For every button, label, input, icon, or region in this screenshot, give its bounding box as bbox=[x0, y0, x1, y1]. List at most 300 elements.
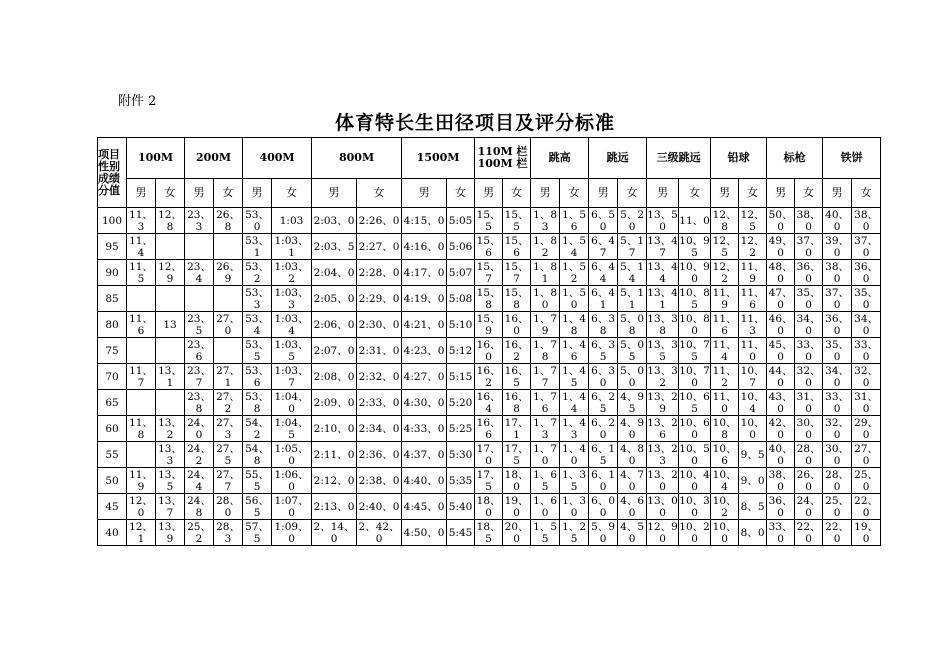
table-cell: 53、3 bbox=[243, 286, 272, 312]
table-cell: 4、60 bbox=[618, 494, 647, 520]
event-header: 三级跳远 bbox=[647, 138, 711, 179]
table-cell: 15、8 bbox=[475, 286, 503, 312]
corner-label-score: 分值 bbox=[98, 183, 120, 197]
table-cell: 10、60 bbox=[679, 416, 710, 441]
table-cell: 28、3 bbox=[214, 520, 243, 546]
table-cell: 1、54 bbox=[560, 234, 589, 260]
table-cell: 5:05 bbox=[447, 208, 475, 234]
table-cell: 24、4 bbox=[185, 468, 214, 494]
table-cell: 4:16、0 bbox=[402, 234, 447, 260]
table-cell: 1:05、0 bbox=[272, 442, 312, 468]
table-cell: 36、0 bbox=[767, 494, 795, 520]
table-cell: 34、0 bbox=[852, 312, 881, 338]
table-cell: 5、14 bbox=[618, 260, 647, 286]
table-cell: 12、8 bbox=[711, 208, 739, 234]
table-cell: 53、4 bbox=[243, 312, 272, 338]
gender-female-header: 女 bbox=[560, 179, 589, 208]
table-cell: 11、3 bbox=[739, 312, 767, 338]
table-cell: 4、50 bbox=[618, 520, 647, 546]
table-cell: 23、8 bbox=[185, 390, 214, 416]
gender-female-header: 女 bbox=[739, 179, 767, 208]
table-cell bbox=[127, 390, 156, 416]
table-cell: 4、90 bbox=[618, 416, 647, 442]
score-cell: 85 bbox=[98, 286, 127, 312]
table-cell: 53、0 bbox=[243, 208, 272, 234]
table-cell: 1:04、0 bbox=[272, 390, 312, 416]
table-cell: 10、0 bbox=[739, 416, 767, 442]
score-cell: 50 bbox=[98, 468, 127, 494]
table-cell: 53、2 bbox=[243, 260, 272, 286]
table-cell: 6、00 bbox=[589, 494, 618, 520]
table-cell: 4:50、0 bbox=[402, 520, 447, 546]
table-cell: 1、46 bbox=[560, 338, 589, 364]
gender-female-header: 女 bbox=[214, 179, 243, 208]
table-cell: 32、0 bbox=[795, 364, 823, 390]
table-cell: 5、00 bbox=[618, 364, 647, 390]
table-cell: 5:15 bbox=[447, 364, 475, 390]
table-cell: 33、0 bbox=[852, 338, 881, 364]
gender-male-header: 男 bbox=[589, 179, 618, 208]
table-cell: 1、60 bbox=[531, 494, 560, 520]
table-cell: 16、2 bbox=[503, 338, 531, 364]
table-cell: 11、4 bbox=[127, 234, 156, 260]
table-cell: 5、05 bbox=[618, 338, 647, 364]
table-cell: 13、5 bbox=[156, 468, 185, 494]
table-cell: 29、0 bbox=[852, 416, 881, 442]
table-cell: 27、0 bbox=[214, 312, 243, 338]
table-cell: 2:06、0 bbox=[312, 312, 357, 338]
table-cell: 37、0 bbox=[795, 234, 823, 260]
gender-male-header: 男 bbox=[402, 179, 447, 208]
table-cell: 22、0 bbox=[823, 520, 852, 546]
table-cell bbox=[214, 338, 243, 364]
table-cell: 32、0 bbox=[823, 416, 852, 442]
table-cell: 11、5 bbox=[127, 260, 156, 286]
table-row bbox=[98, 364, 881, 390]
table-cell: 11、0 bbox=[711, 390, 739, 416]
table-cell: 30、0 bbox=[795, 416, 823, 442]
table-cell: 17、5 bbox=[475, 468, 503, 494]
table-cell: 15、7 bbox=[475, 260, 503, 286]
table-cell: 1:03、5 bbox=[272, 338, 312, 364]
table-cell: 33、0 bbox=[823, 390, 852, 416]
score-cell: 75 bbox=[98, 338, 127, 364]
table-cell: 15、7 bbox=[503, 260, 531, 286]
table-cell: 1、81 bbox=[531, 260, 560, 286]
table-row bbox=[98, 260, 881, 286]
table-cell: 4:23、0 bbox=[402, 338, 447, 364]
table-cell: 45、0 bbox=[767, 338, 795, 364]
table-cell: 1、55 bbox=[531, 520, 560, 546]
table-cell: 17、1 bbox=[503, 416, 531, 442]
table-cell: 1:03、2 bbox=[272, 260, 312, 286]
table-cell: 10、6 bbox=[711, 442, 739, 468]
table-cell: 26、9 bbox=[214, 260, 243, 286]
table-cell: 46、0 bbox=[767, 312, 795, 338]
table-cell: 1、50 bbox=[560, 286, 589, 312]
score-cell: 100 bbox=[98, 208, 127, 234]
table-cell: 35、0 bbox=[823, 338, 852, 364]
table-cell: 4:27、0 bbox=[402, 364, 447, 390]
table-cell: 26、0 bbox=[795, 468, 823, 494]
event-header: 1500M bbox=[402, 138, 475, 179]
table-cell: 5:12 bbox=[447, 338, 475, 364]
table-cell: 11、6 bbox=[711, 312, 739, 338]
table-cell: 28、0 bbox=[214, 494, 243, 520]
table-cell: 35、0 bbox=[852, 286, 881, 312]
table-cell: 10、40 bbox=[679, 468, 710, 493]
table-cell: 4:15、0 bbox=[402, 208, 447, 234]
table-cell: 13、41 bbox=[647, 286, 678, 311]
table-cell: 24、2 bbox=[185, 442, 214, 468]
table-cell: 1:03、1 bbox=[272, 234, 312, 260]
table-cell: 5:25 bbox=[447, 416, 475, 442]
table-cell: 53、6 bbox=[243, 364, 272, 390]
table-cell: 48、0 bbox=[767, 260, 795, 286]
table-cell: 18、0 bbox=[503, 468, 531, 494]
table-cell: 19、0 bbox=[852, 520, 881, 546]
table-cell: 13、2 bbox=[156, 416, 185, 442]
table-cell: 27、2 bbox=[214, 390, 243, 416]
table-cell: 37、0 bbox=[852, 234, 881, 260]
score-cell: 60 bbox=[98, 416, 127, 442]
table-cell: 6、47 bbox=[589, 234, 618, 260]
table-cell: 49、0 bbox=[767, 234, 795, 260]
table-cell: 4:45、0 bbox=[402, 494, 447, 520]
table-cell: 1、70 bbox=[531, 442, 560, 468]
page-title: 体育特长生田径项目及评分标准 bbox=[334, 112, 615, 134]
gender-male-header: 男 bbox=[647, 179, 679, 208]
table-cell: 9、0 bbox=[739, 468, 767, 494]
table-row bbox=[98, 468, 881, 494]
table-cell: 39、0 bbox=[823, 234, 852, 260]
table-cell: 13、47 bbox=[647, 234, 678, 259]
table-cell: 27、0 bbox=[852, 442, 881, 468]
table-cell: 33、0 bbox=[795, 338, 823, 364]
table-cell: 11、0 bbox=[739, 338, 767, 364]
gender-female-header: 女 bbox=[503, 179, 531, 208]
table-cell: 16、0 bbox=[475, 338, 503, 364]
table-cell: 5:30 bbox=[447, 442, 475, 468]
table-cell: 2:13、0 bbox=[312, 494, 357, 520]
table-cell: 6、50 bbox=[589, 208, 618, 234]
table-cell: 16、5 bbox=[503, 364, 531, 390]
table-cell: 16、8 bbox=[503, 390, 531, 416]
table-cell: 1、25 bbox=[560, 520, 589, 546]
table-cell: 9、5 bbox=[739, 442, 767, 468]
event-header-line: 110M 栏 bbox=[477, 145, 528, 158]
table-cell: 11、0 bbox=[679, 208, 711, 234]
table-row bbox=[98, 442, 881, 468]
table-cell: 54、8 bbox=[243, 442, 272, 468]
table-cell: 11、6 bbox=[739, 286, 767, 312]
table-cell: 6、41 bbox=[589, 286, 618, 312]
table-cell: 1:03 bbox=[272, 208, 312, 234]
table-cell: 35、0 bbox=[795, 286, 823, 312]
gender-male-header: 男 bbox=[767, 179, 795, 208]
table-cell: 10、50 bbox=[679, 442, 710, 467]
table-cell: 34、0 bbox=[795, 312, 823, 338]
table-cell: 1、65 bbox=[531, 468, 560, 494]
table-cell: 10、20 bbox=[679, 520, 710, 545]
table-cell: 5:40 bbox=[447, 494, 475, 520]
table-cell: 25、2 bbox=[185, 520, 214, 546]
corner-label-gender: 性别 bbox=[98, 159, 120, 173]
table-cell: 22、0 bbox=[795, 520, 823, 546]
table-cell: 2:05、0 bbox=[312, 286, 357, 312]
table-cell: 11、4 bbox=[711, 338, 739, 364]
table-cell: 10、30 bbox=[679, 494, 710, 519]
gender-female-header: 女 bbox=[357, 179, 402, 208]
table-row bbox=[98, 338, 881, 364]
gender-female-header: 女 bbox=[679, 179, 711, 208]
table-cell: 1:04、5 bbox=[272, 416, 312, 442]
table-cell: 1、73 bbox=[531, 416, 560, 442]
table-cell bbox=[156, 234, 185, 260]
table-cell: 1、44 bbox=[560, 390, 589, 416]
table-cell: 55、5 bbox=[243, 468, 272, 494]
table-row bbox=[98, 286, 881, 312]
table-cell: 13、20 bbox=[647, 468, 678, 493]
table-cell: 4:30、0 bbox=[402, 390, 447, 416]
table-cell: 44、0 bbox=[767, 364, 795, 390]
table-cell: 2:28、0 bbox=[357, 260, 402, 286]
table-cell: 1、80 bbox=[531, 286, 560, 312]
table-cell: 13、35 bbox=[647, 338, 678, 363]
gender-female-header: 女 bbox=[447, 179, 475, 208]
table-cell: 12、2 bbox=[739, 234, 767, 260]
table-cell: 10、90 bbox=[679, 260, 710, 285]
gender-male-header: 男 bbox=[243, 179, 272, 208]
table-cell: 13、7 bbox=[156, 494, 185, 520]
table-cell: 5、17 bbox=[618, 234, 647, 260]
table-cell: 10、7 bbox=[739, 364, 767, 390]
table-cell: 23、4 bbox=[185, 260, 214, 286]
table-cell: 1:03、3 bbox=[272, 286, 312, 312]
table-cell: 38、0 bbox=[795, 208, 823, 234]
table-cell: 2:33、0 bbox=[357, 390, 402, 416]
table-cell: 13、38 bbox=[647, 312, 678, 337]
table-cell: 2:38、0 bbox=[357, 468, 402, 494]
table-cell: 10、80 bbox=[679, 312, 710, 337]
event-header: 铅球 bbox=[711, 138, 767, 179]
table-cell: 11、9 bbox=[711, 286, 739, 312]
table-cell: 38、0 bbox=[767, 468, 795, 494]
table-cell: 31、0 bbox=[795, 390, 823, 416]
table-row bbox=[98, 494, 881, 520]
table-cell: 4:33、0 bbox=[402, 416, 447, 442]
table-cell: 10、65 bbox=[679, 390, 710, 415]
table-cell: 16、6 bbox=[475, 416, 503, 442]
table-cell: 2:36、0 bbox=[357, 442, 402, 468]
table-cell: 13、29 bbox=[647, 390, 678, 415]
table-cell: 6、38 bbox=[589, 312, 618, 338]
gender-male-header: 男 bbox=[312, 179, 357, 208]
table-cell: 16、0 bbox=[503, 312, 531, 338]
table-cell: 18、0 bbox=[475, 494, 503, 520]
event-header: 跳远 bbox=[589, 138, 647, 179]
table-cell: 4:17、0 bbox=[402, 260, 447, 286]
table-cell: 10、4 bbox=[739, 390, 767, 416]
table-cell: 25、0 bbox=[823, 494, 852, 520]
score-cell: 80 bbox=[98, 312, 127, 338]
table-row bbox=[98, 208, 881, 234]
table-cell: 6、25 bbox=[589, 390, 618, 416]
table-cell: 5:06 bbox=[447, 234, 475, 260]
table-cell: 1、40 bbox=[560, 442, 589, 468]
table-cell: 11、8 bbox=[127, 416, 156, 442]
table-cell: 19、0 bbox=[503, 494, 531, 520]
table-cell: 10、95 bbox=[679, 234, 710, 259]
table-cell: 15、8 bbox=[503, 286, 531, 312]
table-cell: 2、42、0 bbox=[358, 520, 400, 545]
table-cell: 11、6 bbox=[127, 312, 156, 338]
table-cell: 6、35 bbox=[589, 338, 618, 364]
table-cell: 2、14、0 bbox=[313, 520, 355, 545]
table-cell: 23、3 bbox=[185, 208, 214, 234]
table-cell: 10、8 bbox=[711, 416, 739, 442]
event-header: 标枪 bbox=[767, 138, 823, 179]
table-cell: 12、9 bbox=[156, 260, 185, 286]
table-cell: 12、5 bbox=[711, 234, 739, 260]
table-cell: 10、2 bbox=[711, 494, 739, 520]
table-cell: 26、8 bbox=[214, 208, 243, 234]
table-cell: 1、45 bbox=[560, 364, 589, 390]
table-cell: 38、0 bbox=[823, 260, 852, 286]
table-cell: 11、7 bbox=[127, 364, 156, 390]
event-header: 400M bbox=[243, 138, 312, 179]
event-header-line: 100M 栏 bbox=[477, 157, 528, 170]
table-cell: 13、50 bbox=[647, 208, 678, 233]
table-cell: 13、26 bbox=[647, 416, 678, 441]
table-cell: 27、7 bbox=[214, 468, 243, 494]
table-cell: 43、0 bbox=[767, 390, 795, 416]
table-cell: 23、7 bbox=[185, 364, 214, 390]
table-cell: 2:32、0 bbox=[357, 364, 402, 390]
table-cell: 1、78 bbox=[531, 338, 560, 364]
table-cell: 1、52 bbox=[560, 260, 589, 286]
table-cell: 6、10 bbox=[589, 468, 618, 494]
table-cell: 27、1 bbox=[214, 364, 243, 390]
table-cell: 1、82 bbox=[531, 234, 560, 260]
table-cell: 10、70 bbox=[679, 364, 710, 389]
table-cell: 10、85 bbox=[679, 286, 710, 311]
table-cell: 5:07 bbox=[447, 260, 475, 286]
table-cell: 22、0 bbox=[852, 494, 881, 520]
table-cell: 5、20 bbox=[618, 208, 647, 234]
corner-label-result: 成绩 bbox=[98, 171, 120, 185]
table-cell: 38、0 bbox=[852, 208, 881, 234]
event-header bbox=[475, 138, 531, 179]
table-cell: 12、2 bbox=[711, 260, 739, 286]
table-cell: 1、76 bbox=[531, 390, 560, 416]
gender-male-header: 男 bbox=[185, 179, 214, 208]
table-cell: 24、0 bbox=[795, 494, 823, 520]
table-cell: 32、0 bbox=[852, 364, 881, 390]
score-cell: 40 bbox=[98, 520, 127, 546]
table-cell: 4:37、0 bbox=[402, 442, 447, 468]
event-header: 200M bbox=[185, 138, 243, 179]
table-cell: 13、23 bbox=[647, 442, 678, 467]
table-cell: 11、2 bbox=[711, 364, 739, 390]
gender-female-header: 女 bbox=[618, 179, 647, 208]
gender-male-header: 男 bbox=[475, 179, 503, 208]
table-cell: 2:09、0 bbox=[312, 390, 357, 416]
table-cell: 2:31、0 bbox=[357, 338, 402, 364]
table-cell bbox=[156, 286, 185, 312]
table-cell: 1:09、0 bbox=[272, 520, 312, 546]
table-cell bbox=[185, 286, 214, 312]
table-cell: 16、2 bbox=[475, 364, 503, 390]
score-cell: 55 bbox=[98, 442, 127, 468]
table-cell: 53、5 bbox=[243, 338, 272, 364]
table-cell: 15、5 bbox=[475, 208, 503, 234]
table-cell bbox=[214, 234, 243, 260]
table-cell bbox=[214, 286, 243, 312]
table-cell: 13、3 bbox=[156, 442, 185, 468]
table-cell: 12、8 bbox=[156, 208, 185, 234]
table-cell: 33、0 bbox=[767, 520, 795, 546]
table-cell: 2:26、0 bbox=[357, 208, 402, 234]
table-cell bbox=[127, 442, 156, 468]
table-cell: 40、0 bbox=[767, 442, 795, 468]
table-cell: 5:20 bbox=[447, 390, 475, 416]
table-cell: 37、0 bbox=[823, 286, 852, 312]
table-cell: 15、6 bbox=[503, 234, 531, 260]
table-cell: 4、70 bbox=[618, 468, 647, 494]
table-cell: 11、9 bbox=[127, 468, 156, 494]
table-cell: 17、0 bbox=[475, 442, 503, 468]
table-cell: 5、11 bbox=[618, 286, 647, 312]
table-cell: 12、90 bbox=[647, 520, 678, 545]
event-header: 铁饼 bbox=[823, 138, 881, 179]
score-cell: 90 bbox=[98, 260, 127, 286]
table-cell: 24、8 bbox=[185, 494, 214, 520]
table-cell: 2:30、0 bbox=[357, 312, 402, 338]
table-cell: 2:07、0 bbox=[312, 338, 357, 364]
table-cell: 17、5 bbox=[503, 442, 531, 468]
table-cell bbox=[127, 338, 156, 364]
table-cell: 1:03、4 bbox=[272, 312, 312, 338]
table-cell: 2:10、0 bbox=[312, 416, 357, 442]
gender-female-header: 女 bbox=[272, 179, 312, 208]
table-cell: 27、3 bbox=[214, 416, 243, 442]
gender-female-header: 女 bbox=[156, 179, 185, 208]
table-cell: 13、32 bbox=[647, 364, 678, 389]
table-cell: 1、77 bbox=[531, 364, 560, 390]
table-cell: 15、6 bbox=[475, 234, 503, 260]
gender-header-row bbox=[98, 179, 881, 208]
table-cell: 18、5 bbox=[475, 520, 503, 546]
table-cell: 27、5 bbox=[214, 442, 243, 468]
table-cell: 2:12、0 bbox=[312, 468, 357, 494]
table-cell: 13、1 bbox=[156, 364, 185, 390]
event-header: 800M bbox=[312, 138, 402, 179]
table-row bbox=[98, 312, 881, 338]
table-row bbox=[98, 390, 881, 416]
table-cell: 4:19、0 bbox=[402, 286, 447, 312]
table-cell: 16、4 bbox=[475, 390, 503, 416]
table-cell: 13、00 bbox=[647, 494, 678, 519]
table-cell: 13 bbox=[156, 312, 185, 338]
table-cell: 1、83 bbox=[531, 208, 560, 234]
table-cell: 12、1 bbox=[127, 520, 156, 546]
table-cell: 28、0 bbox=[795, 442, 823, 468]
event-header: 跳高 bbox=[531, 138, 589, 179]
score-cell: 70 bbox=[98, 364, 127, 390]
score-cell: 45 bbox=[98, 494, 127, 520]
table-cell bbox=[156, 338, 185, 364]
